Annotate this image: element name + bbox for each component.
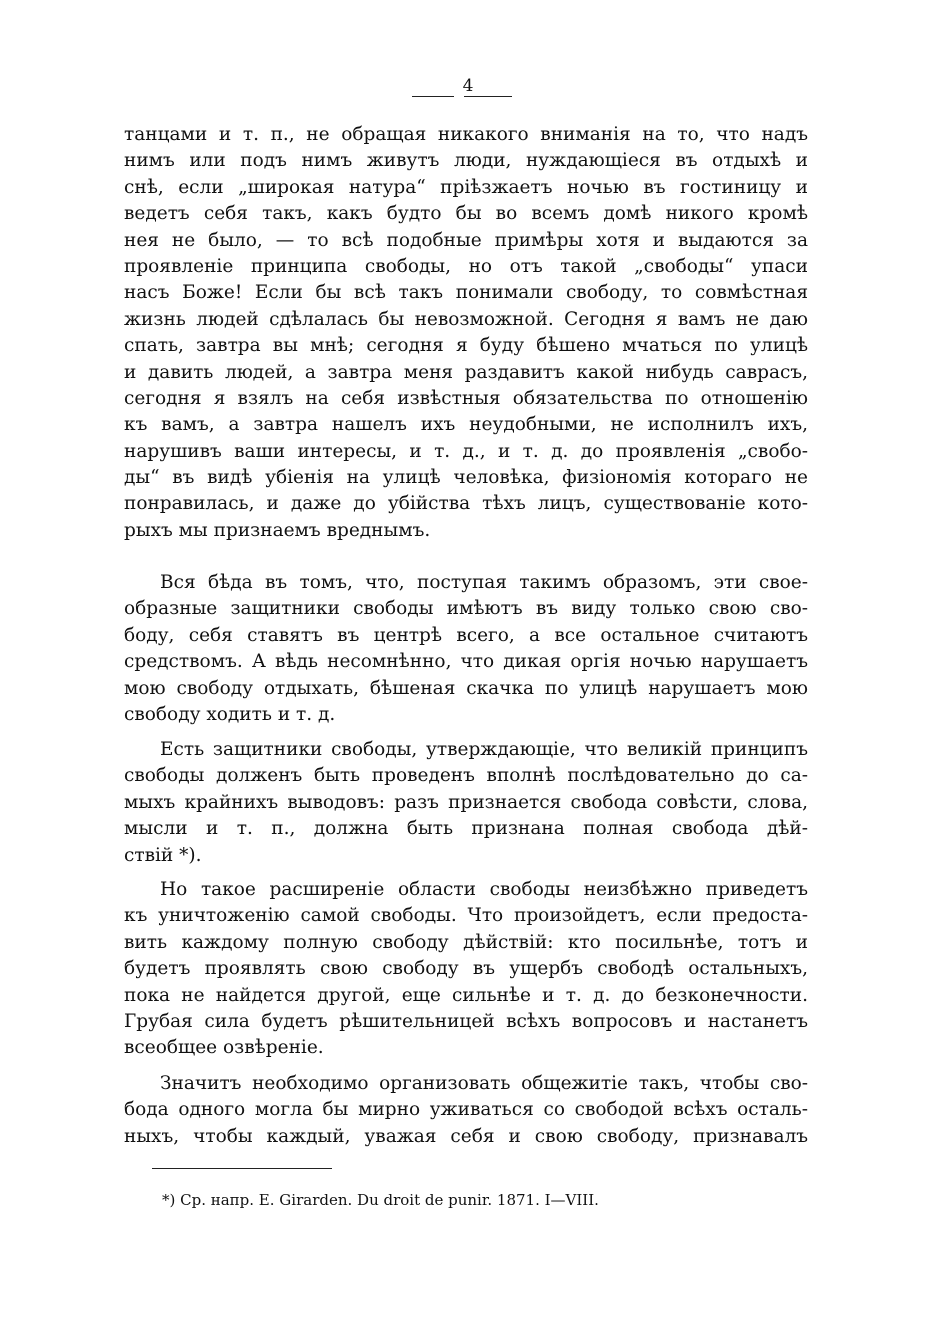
text-line: ды“ въ видѣ убіенія на улицѣ человѣка, физіономія котораго не bbox=[124, 467, 808, 489]
paragraph-5 bbox=[124, 1071, 808, 1150]
paragraph-1 bbox=[124, 122, 808, 544]
text-line: жизнь людей сдѣлалась бы невозможной. Сегодня я вамъ не даю bbox=[124, 308, 808, 330]
page-number-rule-right bbox=[464, 96, 512, 97]
text-line: снѣ, если „широкая натура“ пріѣзжаетъ ночью въ гостиницу и bbox=[124, 176, 808, 198]
text-line: Есть защитники свободы, утверждающіе, что великій принципъ bbox=[160, 739, 808, 760]
text-line: свободы долженъ быть проведенъ вполнѣ послѣдовательно до са- bbox=[124, 765, 808, 787]
text-line: будетъ проявлять свою свободу въ ущербъ свободѣ остальныхъ, bbox=[124, 958, 808, 980]
text-line: средствомъ. А вѣдь несомнѣнно, что дикая оргія ночью нарушаетъ bbox=[124, 651, 808, 673]
text-line: всеобщее озвѣреніе. bbox=[124, 1037, 324, 1059]
text-line: нарушивъ ваши интересы, и т. д., и т. д. до проявленія „свобо- bbox=[124, 440, 808, 462]
text-line: спать, завтра вы мнѣ; сегодня я буду бѣшено мчаться по улицѣ bbox=[124, 335, 808, 357]
text-line: боду, себя ставятъ въ центрѣ всего, а все остальное считаютъ bbox=[124, 624, 808, 646]
paragraph-2 bbox=[124, 570, 808, 728]
text-line: проявленіе принципа свободы, но отъ такой „свободы“ упаси bbox=[124, 255, 808, 277]
text-line: Но такое расширеніе области свободы неизбѣжно приведетъ bbox=[160, 879, 808, 900]
text-line: пока не найдется другой, еще сильнѣе и т. д. до безконечности. bbox=[124, 984, 808, 1006]
text-line: Грубая сила будетъ рѣшительницей всѣхъ вопросовъ и настанетъ bbox=[124, 1010, 808, 1032]
footnote: *) Ср. напр. E. Girarden. Du droit de punir. 1871. I—VIII. bbox=[162, 1191, 599, 1209]
page-number: 4 bbox=[462, 76, 474, 96]
text-line: рыхъ мы признаемъ вреднымъ. bbox=[124, 519, 431, 541]
text-line: ствій *). bbox=[124, 844, 202, 866]
text-line: образные защитники свободы имѣютъ въ виду только свою сво- bbox=[124, 598, 808, 620]
paragraph-3 bbox=[124, 737, 808, 869]
text-line: вить каждому полную свободу дѣйствій: кто посильнѣе, тотъ и bbox=[124, 931, 808, 953]
text-line: понравилась, и даже до убійства тѣхъ лицъ, существованіе кото- bbox=[124, 493, 808, 515]
text-line: ведетъ себя такъ, какъ будто бы во всемъ домѣ никого кромѣ bbox=[124, 203, 808, 225]
text-line: къ уничтоженію самой свободы. Что произойдетъ, если предоста- bbox=[124, 905, 808, 927]
text-line: мысли и т. п., должна быть признана полная свобода дѣй- bbox=[124, 818, 808, 840]
text-line: нея не было, — то всѣ подобные примѣры хотя и выдаются за bbox=[124, 229, 808, 251]
text-line: Вся бѣда въ томъ, что, поступая такимъ образомъ, эти свое- bbox=[160, 572, 808, 593]
text-line: мыхъ крайнихъ выводовъ: разъ признается свобода совѣсти, слова, bbox=[124, 791, 808, 813]
text-line: танцами и т. п., не обращая никакого вниманія на то, что надъ bbox=[124, 124, 808, 145]
text-line: мою свободу отдыхать, бѣшеная скачка по улицѣ нарушаетъ мою bbox=[124, 677, 808, 699]
page-number-rule-left bbox=[412, 96, 454, 97]
paragraph-4 bbox=[124, 877, 808, 1062]
text-line: Значитъ необходимо организовать общежитіе такъ, чтобы сво- bbox=[160, 1073, 808, 1094]
text-line: и давить людей, а завтра меня раздавитъ какой нибудь саврасъ, bbox=[124, 361, 808, 383]
text-line: свободу ходить и т. д. bbox=[124, 703, 336, 725]
footnote-rule bbox=[152, 1168, 332, 1169]
text-line: нимъ или подъ нимъ живутъ люди, нуждающіеся въ отдыхѣ и bbox=[124, 150, 808, 172]
text-line: бода одного могла бы мирно уживаться со свободой всѣхъ осталь- bbox=[124, 1099, 808, 1121]
text-line: насъ Боже! Если бы всѣ такъ понимали свободу, то совмѣстная bbox=[124, 282, 808, 304]
text-line: ныхъ, чтобы каждый, уважая себя и свою свободу, признавалъ bbox=[124, 1125, 808, 1147]
text-line: къ вамъ, а завтра нашелъ ихъ неудобными, не исполнилъ ихъ, bbox=[124, 414, 808, 436]
text-line: сегодня я взялъ на себя извѣстныя обязательства по отношенію bbox=[124, 387, 808, 409]
